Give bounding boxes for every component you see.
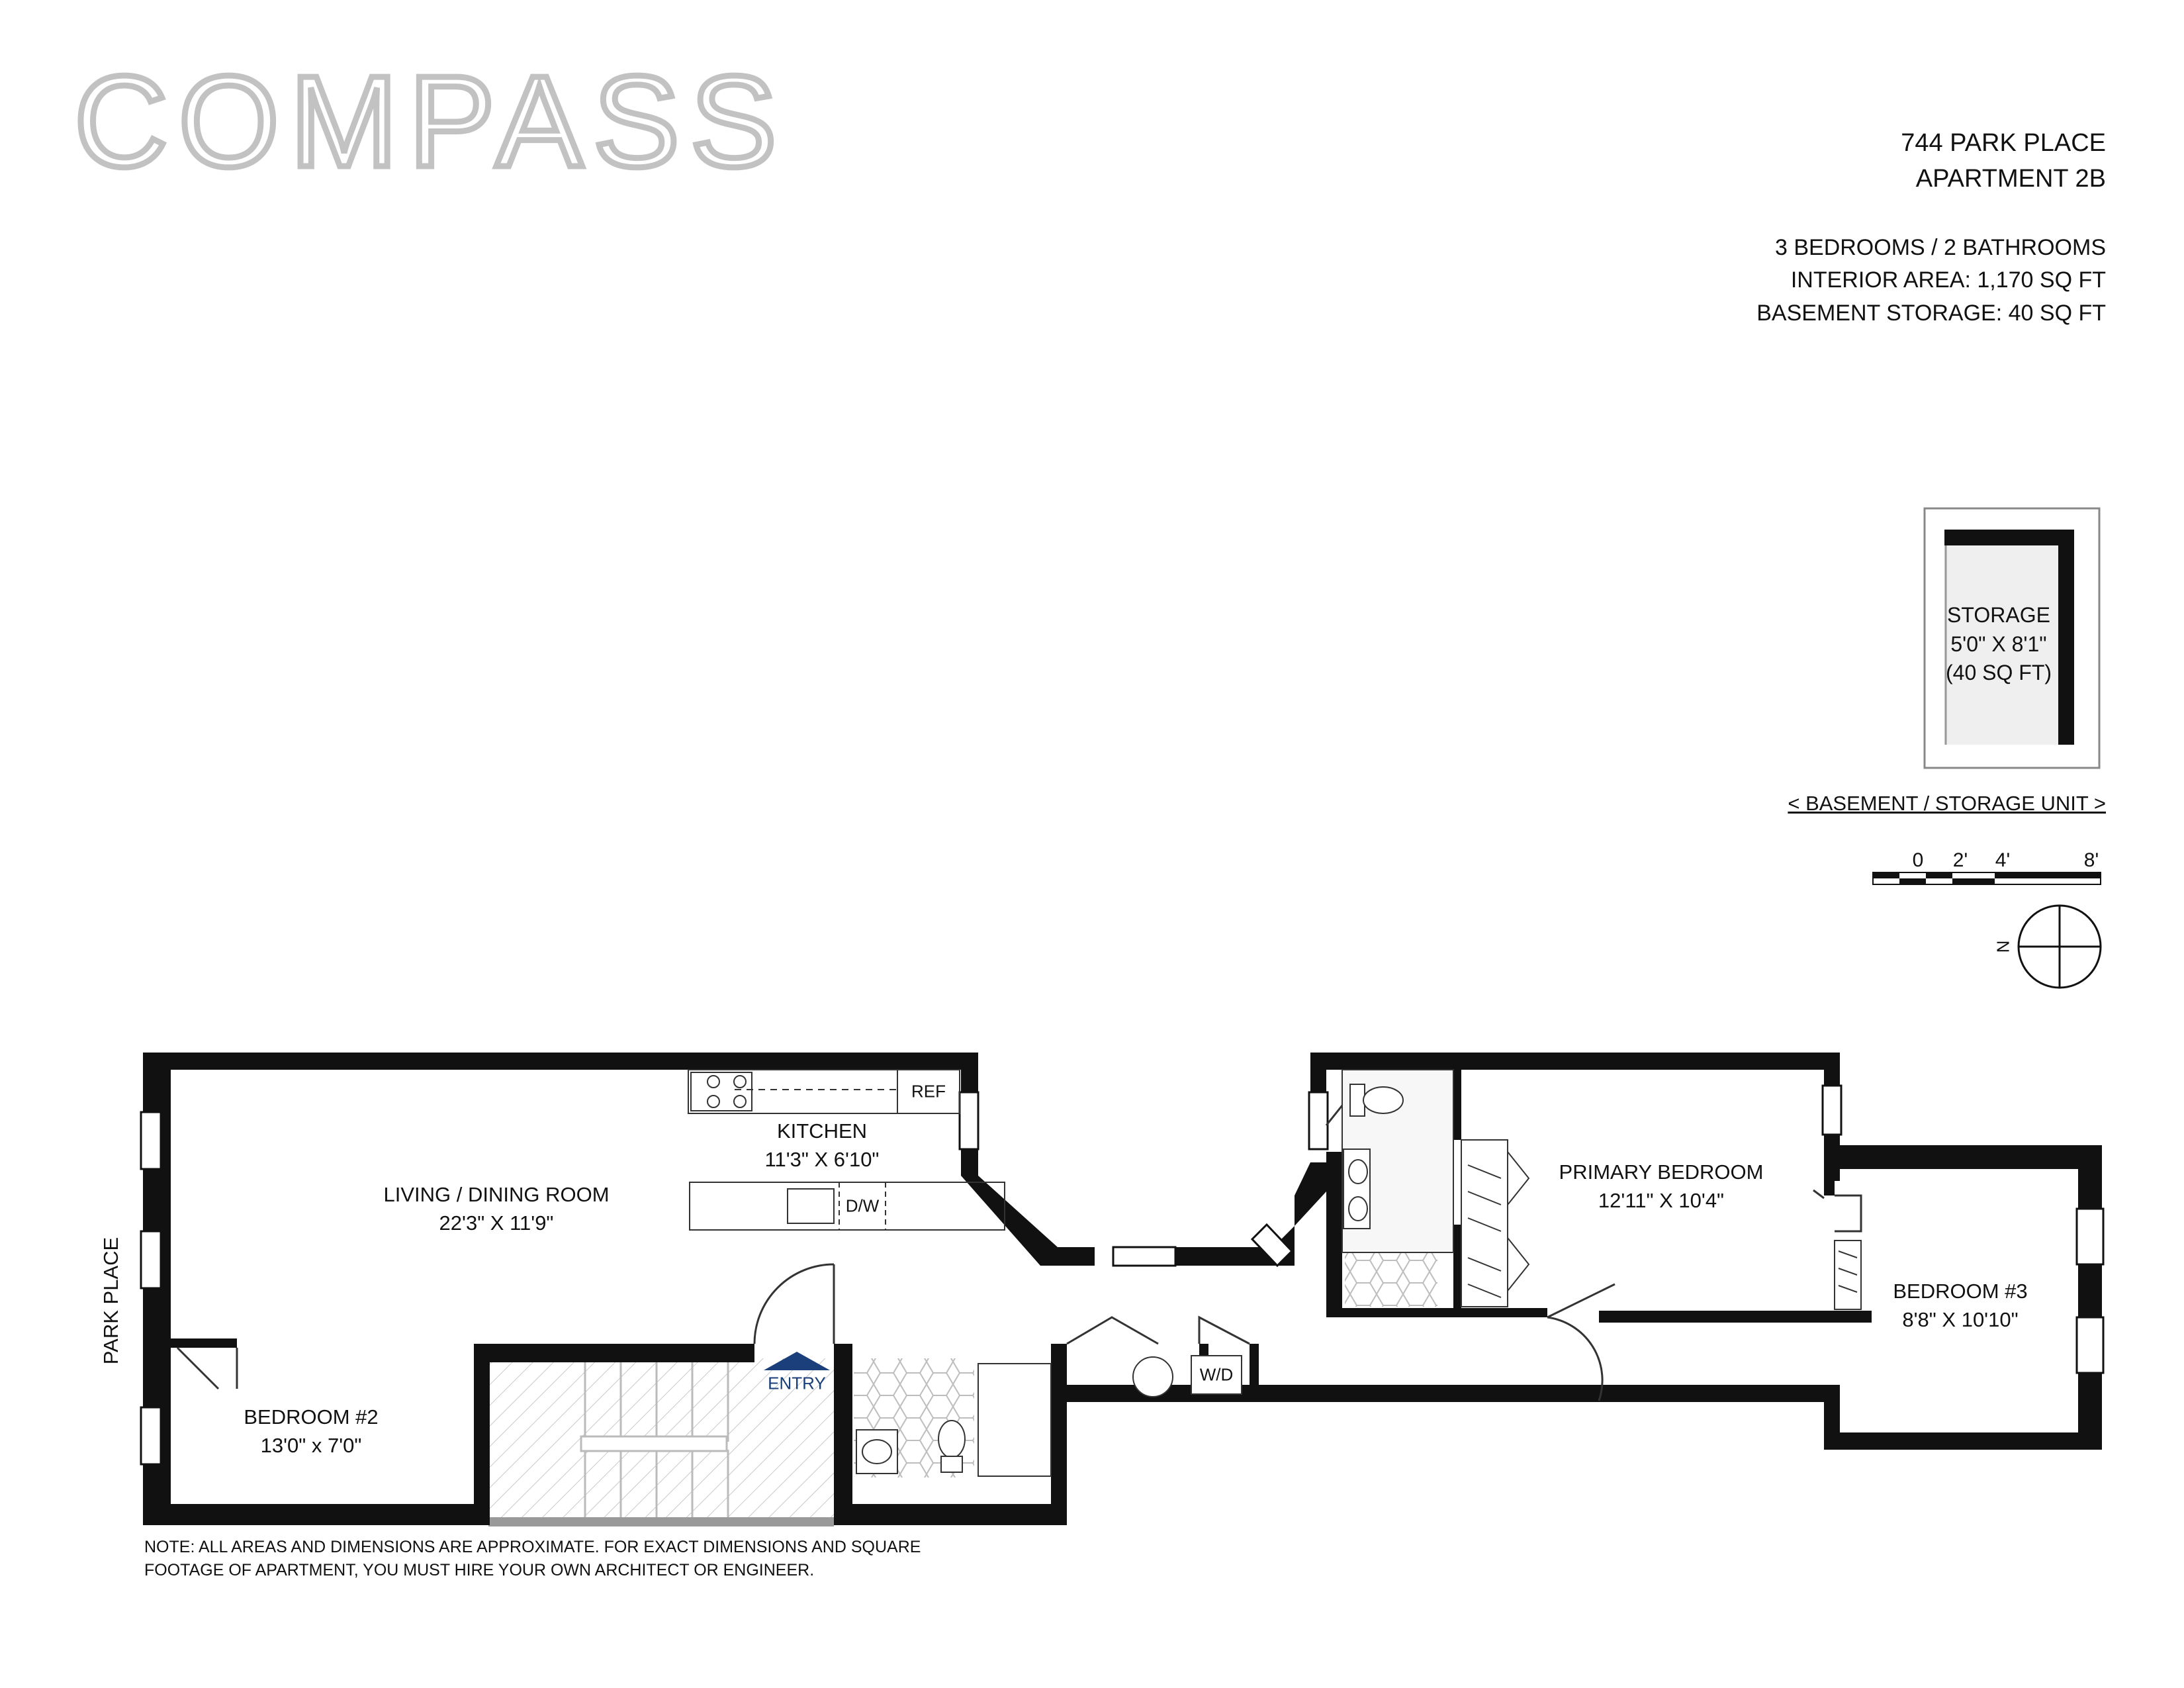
scale-tick-4: 4': [1995, 849, 2011, 871]
interior-area: INTERIOR AREA: 1,170 SQ FT: [1790, 267, 2106, 293]
bedroom3-name: BEDROOM #3: [1893, 1280, 2028, 1303]
basement-storage-link[interactable]: < BASEMENT / STORAGE UNIT >: [1788, 792, 2106, 815]
doors: [177, 1099, 1861, 1401]
storage-area: (40 SQ FT): [1946, 661, 2052, 685]
storage-wall-top: [1944, 530, 2074, 545]
primary-dims: 12'11" X 10'4": [1598, 1188, 1725, 1212]
storage-wall-right: [2058, 530, 2074, 745]
kitchen-name: KITCHEN: [776, 1119, 868, 1143]
bedroom3-label: [1893, 1278, 2027, 1335]
living-name: LIVING / DINING ROOM: [383, 1183, 610, 1206]
property-unit: APARTMENT 2B: [1915, 164, 2106, 193]
basement-storage-area: BASEMENT STORAGE: 40 SQ FT: [1756, 300, 2106, 326]
compass-logo: COMPASS: [74, 49, 788, 194]
street-label: PARK PLACE: [99, 1237, 122, 1365]
living-dining-label: [383, 1181, 609, 1238]
beds-baths: 3 BEDROOMS / 2 BATHROOMS: [1774, 235, 2106, 260]
windows: [141, 1086, 2103, 1464]
scale-tick-0: 0: [1912, 849, 1924, 871]
storage-dims: 5'0" X 8'1": [1950, 632, 2047, 656]
walls: [143, 1053, 2102, 1525]
primary-bedroom-label: [1559, 1158, 1764, 1215]
kitchen-label: [765, 1117, 880, 1174]
bedroom2-label: [244, 1403, 378, 1460]
storage-name: STORAGE: [1947, 603, 2050, 627]
storage-label: [1946, 601, 2052, 688]
dishwasher-label: D/W: [845, 1196, 880, 1216]
property-address: 744 PARK PLACE: [1901, 129, 2106, 157]
note-line-1: NOTE: ALL AREAS AND DIMENSIONS ARE APPROXIMATE. FOR EXACT DIMENSIONS AND SQUARE: [144, 1538, 921, 1556]
bedroom3-dims: 8'8" X 10'10": [1902, 1307, 2019, 1331]
bedroom2-name: BEDROOM #2: [244, 1405, 379, 1429]
primary-name: PRIMARY BEDROOM: [1559, 1160, 1764, 1184]
bedroom2-dims: 13'0" x 7'0": [260, 1433, 362, 1457]
washer-dryer-label: W/D: [1199, 1364, 1234, 1385]
scale-bar: [1873, 872, 2101, 884]
entry-label: ENTRY: [768, 1373, 826, 1393]
primary-bath-tile: [1345, 1252, 1437, 1307]
disclaimer-note: [144, 1536, 921, 1581]
note-line-2: FOOTAGE OF APARTMENT, YOU MUST HIRE YOUR OWN ARCHITECT OR ENGINEER.: [144, 1560, 815, 1579]
living-dims: 22'3" X 11'9": [439, 1211, 554, 1235]
north-label: N: [1993, 940, 2013, 953]
north-arrow: [2019, 906, 2101, 988]
scale-tick-2: 2': [1952, 849, 1968, 871]
scale-tick-8: 8': [2083, 849, 2099, 871]
refrigerator-label: REF: [911, 1081, 946, 1102]
kitchen-dims: 11'3" X 6'10": [764, 1147, 880, 1171]
